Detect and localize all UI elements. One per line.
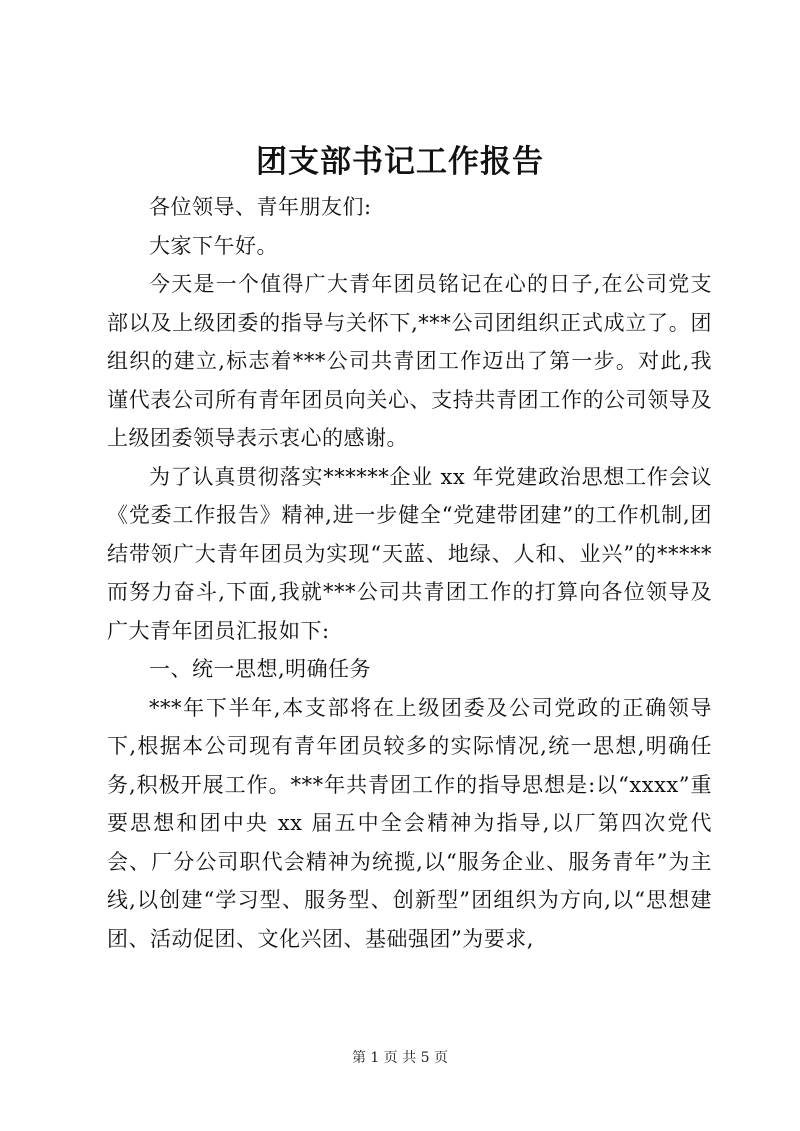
page-number-footer: 第 1 页 共 5 页 <box>351 1050 449 1066</box>
intro-paragraph: 今天是一个值得广大青年团员铭记在心的日子,在公司党支部以及上级团委的指导与关怀下,***公司团组织正式成立了。团组织的建立,标志着***公司共青团工作迈出了第一步。对此,我谨代表公司所有青年团员向关心、支持共青团工作的公司领导及上级团委领导表示衷心的感谢。 <box>107 272 712 450</box>
section-heading: 一、统一思想,明确任务 <box>149 657 372 681</box>
document-body <box>107 188 712 958</box>
salutation-paragraph: 大家下午好。 <box>149 233 278 258</box>
purpose-paragraph: 为了认真贯彻落实******企业 xx 年党建政治思想工作会议《党委工作报告》精神,进一步健全“党建带团建”的工作机制,团结带领广大青年团员为实现“天蓝、地绿、人和、业兴”的*****而努力奋斗,下面,我就***公司共青团工作的打算向各位领导及广大青年团员汇报如下: <box>107 464 712 643</box>
greeting-paragraph: 各位领导、青年朋友们: <box>149 195 372 219</box>
document-title: 团支部书记工作报告 <box>256 144 544 180</box>
section-body-paragraph: ***年下半年,本支部将在上级团委及公司党政的正确领导下,根据本公司现有青年团员较多的实际情况,统一思想,明确任务,积极开展工作。***年共青团工作的指导思想是:以“xxxx”重要思想和团中央 xx 届五中全会精神为指导,以厂第四次党代会、厂分公司职代会精神为统揽,以“服务企业、服务青年”为主线,以创建“学习型、服务型、创新型”团组织为方向,以“思想建团、活动促团、文化兴团、基础强团”为要求, <box>107 695 712 951</box>
